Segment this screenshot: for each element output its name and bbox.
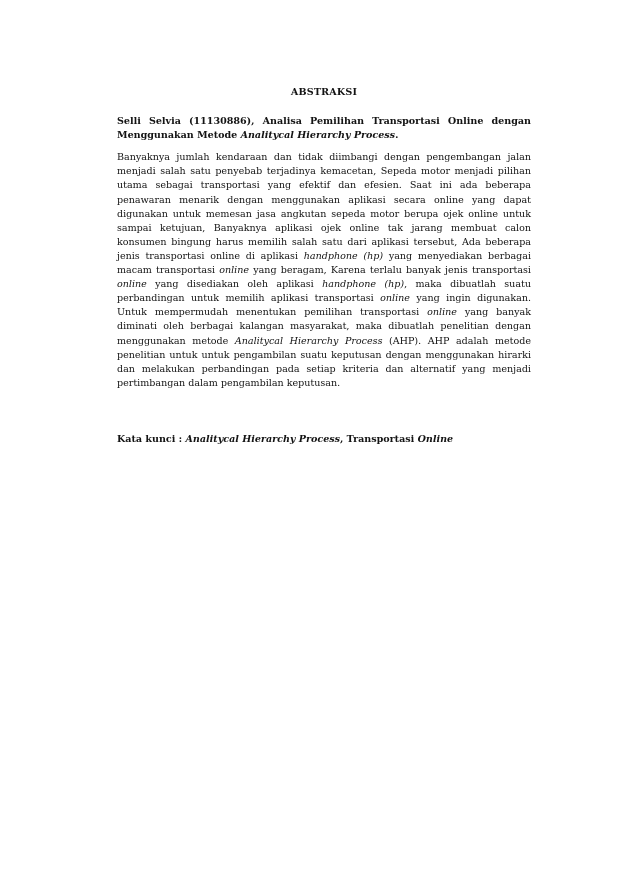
keywords-line	[117, 433, 531, 447]
abstract-segment: yang banyak diminati oleh berbagai kalangan masyarakat, maka dibuatlah penelitian dengan menggunakan metode	[117, 307, 531, 347]
document-title: ABSTRAKSI	[290, 87, 358, 98]
abstract-segment-italic: online	[380, 293, 410, 305]
abstract-segment: yang menyediakan berbagai macam transportasi	[117, 250, 532, 277]
keywords-label: Kata kunci :	[117, 433, 186, 445]
abstract-segment-italic: online	[427, 307, 457, 319]
abstract-segment: yang disediakan oleh aplikasi	[146, 279, 323, 291]
abstract-segment-italic: Analitycal Hierarchy Process	[234, 335, 383, 347]
author-line-text: Selli Selvia (11130886), Analisa Pemilihan Transportasi Online dengan Menggunakan Metode	[117, 116, 531, 142]
abstract-segment: yang ingin digunakan. Untuk mempermudah menentukan pemilihan transportasi	[117, 293, 532, 319]
abstract-segment-italic: handphone (hp)	[303, 250, 384, 262]
keyword-method: Analitycal Hierarchy Process	[185, 433, 341, 445]
abstract-segment: (AHP). AHP adalah metode penelitian untuk untuk pengambilan suatu keputusan dengan menggunakan hirarki dan melakukan perbandingan pada setiap kriteria dan alternatif yang menjadi pertimbangan dalam pengambilan keputusan.	[117, 335, 531, 389]
author-line	[117, 115, 531, 143]
abstract-paragraph	[117, 151, 531, 391]
author-line-method: Analitycal Hierarchy Process	[240, 130, 396, 142]
abstract-segment: Banyaknya jumlah kendaraan dan tidak diimbangi dengan pengembangan jalan menjadi salah satu penyebab terjadinya kemacetan, Sepeda motor menjadi pilihan utama sebagai transportasi yang efektif dan efesien. Saat ini ada beberapa penawaran menarik dengan menggunakan aplikasi secara online yang dapat digunakan untuk memesan jasa angkutan sepeda motor berupa ojek online untuk sampai ketujuan, Banyaknya aplikasi ojek online tak jarang membuat calon konsumen bingung harus memilih salah satu dari aplikasi tersebut, Ada beberapa jenis transportasi online di aplikasi	[117, 152, 531, 262]
abstract-segment: , maka dibuatlah suatu perbandingan untuk memilih aplikasi transportasi	[117, 279, 532, 305]
keywords-separator: , Transportasi	[340, 433, 418, 445]
author-line-period: .	[395, 130, 399, 142]
keyword-online: Online	[417, 433, 454, 445]
abstract-segment-italic: online	[219, 265, 250, 277]
abstract-segment-italic: online	[117, 279, 147, 291]
abstract-segment: yang beragam, Karena terlalu banyak jenis transportasi	[249, 265, 531, 277]
abstract-segment-italic: handphone (hp)	[322, 279, 405, 291]
document-page	[117, 86, 531, 447]
